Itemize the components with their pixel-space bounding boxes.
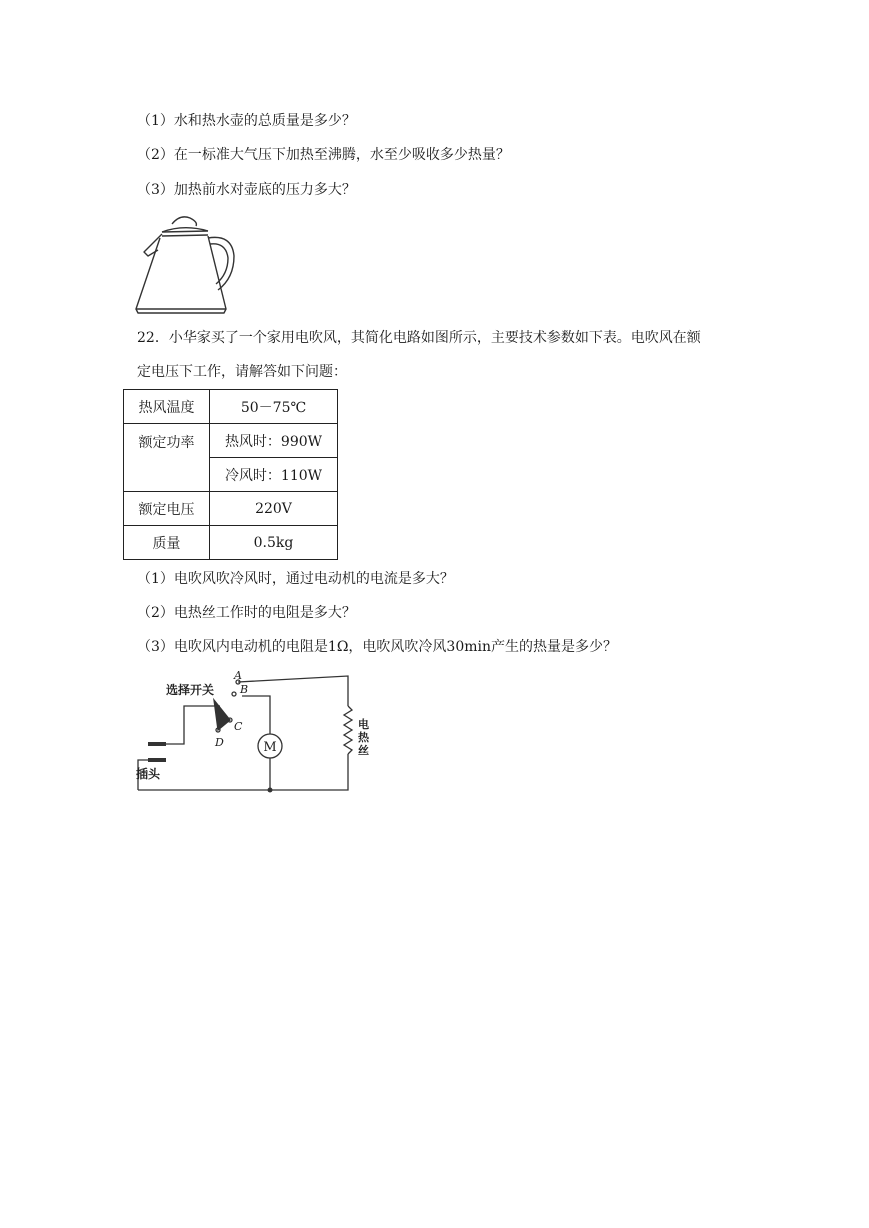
heater-label-2: 热 [358, 731, 369, 744]
switch-label: 选择开关 [166, 683, 215, 697]
circuit-diagram [130, 668, 380, 800]
table-cell: 50－75℃ [210, 390, 338, 424]
table-cell: 质量 [124, 526, 210, 560]
table-cell: 0.5kg [210, 526, 338, 560]
question-part-1: （1）水和热水壶的总质量是多少？ [137, 113, 356, 129]
plug-label: 插头 [136, 767, 161, 781]
heater-label-1: 电 [358, 718, 369, 731]
contact-b-label: B [240, 683, 249, 696]
question-22-intro: 22．小华家买了一个家用电吹风，其简化电路如图所示，主要技术参数如下表。电吹风在额 [137, 330, 701, 346]
table-cell: 额定功率 [124, 424, 210, 492]
kettle-figure [128, 212, 238, 316]
table-cell: 220V [210, 492, 338, 526]
question-part-3: （3）加热前水对壶底的压力多大？ [137, 182, 356, 198]
table-cell: 热风时：990W [210, 424, 338, 458]
table-row [124, 424, 338, 458]
contact-d-label: D [215, 736, 224, 749]
motor-label: M [263, 740, 277, 755]
table-cell: 额定电压 [124, 492, 210, 526]
sub-question-2: （2）电热丝工作时的电阻是多大？ [137, 605, 356, 621]
table-cell: 冷风时：110W [210, 458, 338, 492]
sub-question-3: （3）电吹风内电动机的电阻是1Ω，电吹风吹冷风30min产生的热量是多少？ [137, 639, 618, 655]
question-part-2: （2）在一标准大气压下加热至沸腾，水至少吸收多少热量？ [137, 147, 510, 163]
table-row [124, 390, 338, 424]
table-row [124, 492, 338, 526]
contact-a-label: A [234, 669, 242, 682]
sub-question-1: （1）电吹风吹冷风时，通过电动机的电流是多大？ [137, 571, 454, 587]
contact-c-label: C [234, 720, 243, 733]
table-row [124, 526, 338, 560]
question-22-intro-cont: 定电压下工作，请解答如下问题： [137, 364, 347, 380]
heater-label-3: 丝 [358, 744, 369, 757]
specs-table [123, 389, 338, 560]
table-cell: 热风温度 [124, 390, 210, 424]
